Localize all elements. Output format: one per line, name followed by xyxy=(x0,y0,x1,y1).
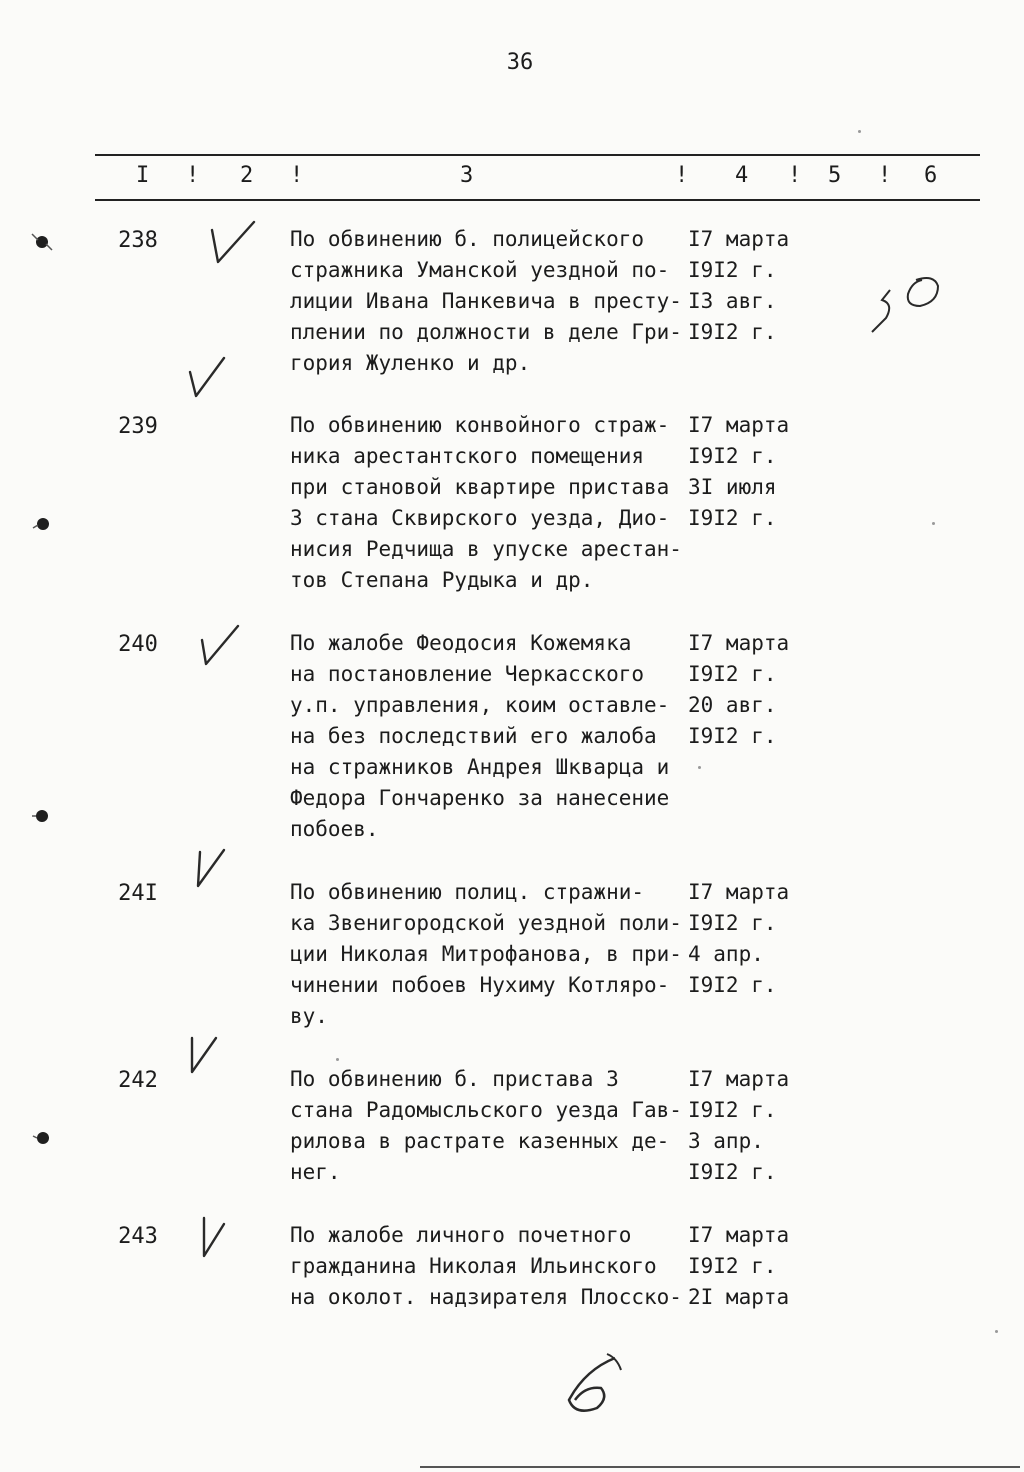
table-bottom-rule xyxy=(95,199,980,201)
checkmark-icon xyxy=(190,1212,238,1262)
entry-number: 243 xyxy=(118,1224,158,1249)
checkmark-icon xyxy=(200,218,270,268)
binding-hole xyxy=(28,230,56,254)
entry-number: 24I xyxy=(118,881,158,906)
checkmark-icon xyxy=(178,1030,228,1078)
binding-hole xyxy=(28,804,56,828)
paper-speck xyxy=(858,130,861,133)
header-separator: ! xyxy=(290,163,304,188)
table-top-rule xyxy=(95,154,980,156)
paper-speck xyxy=(698,766,701,769)
header-col-1: I xyxy=(136,163,150,188)
header-separator: ! xyxy=(788,163,802,188)
entry-number: 242 xyxy=(118,1068,158,1093)
binding-hole xyxy=(28,512,56,536)
checkmark-icon xyxy=(184,846,236,892)
paper-speck xyxy=(932,522,935,525)
header-separator: ! xyxy=(675,163,689,188)
entry-dates: I7 марта I9I2 г. 20 авг. I9I2 г. xyxy=(688,631,790,748)
header-separator: ! xyxy=(878,163,892,188)
binding-hole xyxy=(28,1126,56,1150)
handwritten-sheet-number xyxy=(555,1350,645,1420)
checkmark-icon xyxy=(190,622,250,668)
entry-dates: I7 марта I9I2 г. I3 авг. I9I2 г. xyxy=(688,227,790,344)
header-separator: ! xyxy=(186,163,200,188)
entry-description: По обвинению б. пристава 3 стана Радомысльского уезда Гав- рилова в растрате казенных де- нег. xyxy=(290,1067,682,1184)
header-col-5: 5 xyxy=(828,163,842,188)
entry-number: 240 xyxy=(118,632,158,657)
checkmark-icon xyxy=(180,354,240,402)
entry-number: 239 xyxy=(118,414,158,439)
header-col-2: 2 xyxy=(240,163,254,188)
entry-dates: I7 марта I9I2 г. 2I марта xyxy=(688,1223,790,1309)
page-number: 36 xyxy=(506,50,534,75)
entry-dates: I7 марта I9I2 г. 3I июля I9I2 г. xyxy=(688,413,790,530)
page-bottom-edge xyxy=(420,1466,1020,1468)
header-col-3: 3 xyxy=(460,163,474,188)
paper-speck xyxy=(336,1058,339,1061)
entry-description: По обвинению конвойного страж- ника арестантского помещения при становой квартире пристава 3 стана Сквирского уезда, Дио- нисия Редчища в упуске арестан- тов Степана Рудыка и др. xyxy=(290,413,682,592)
entry-dates: I7 марта I9I2 г. 4 апр. I9I2 г. xyxy=(688,880,790,997)
entry-description: По обвинению б. полицейского стражника Уманской уездной по- лиции Ивана Панкевича в престу- плении по должности в деле Гри- гория Жуленко и др. xyxy=(290,227,682,375)
entry-description: По жалобе личного почетного гражданина Николая Ильинского на околот. надзирателя Плосско- xyxy=(290,1223,682,1309)
entry-description: По обвинению полиц. стражни- ка Звенигородской уездной поли- ции Николая Митрофанова, в при- чинении побоев Нухиму Котляро- ву. xyxy=(290,880,682,1028)
header-col-6: 6 xyxy=(924,163,938,188)
header-col-4: 4 xyxy=(735,163,749,188)
handwritten-folio-mark xyxy=(860,270,950,342)
entry-dates: I7 марта I9I2 г. 3 апр. I9I2 г. xyxy=(688,1067,790,1184)
entry-number: 238 xyxy=(118,228,158,253)
entry-description: По жалобе Феодосия Кожемяка на постановление Черкасского у.п. управления, коим оставле- на без последствий его жалоба на стражников Андрея Шкварца и Федора Гончаренко за нанесение побоев. xyxy=(290,631,670,841)
paper-speck xyxy=(995,1330,998,1333)
